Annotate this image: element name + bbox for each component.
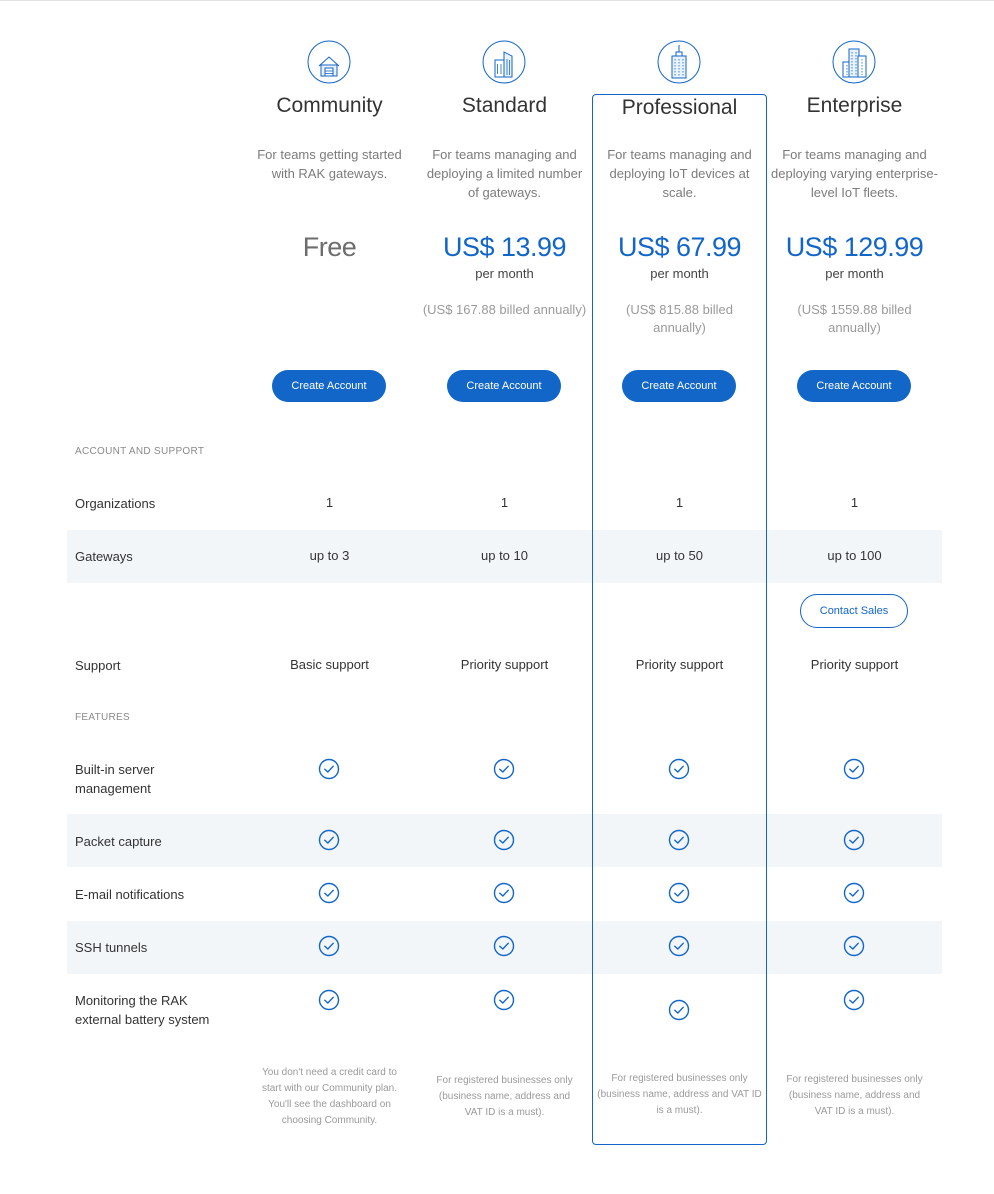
row-label-gateways: Gateways (75, 549, 133, 564)
office-building-icon (482, 40, 526, 84)
check-circle-icon (493, 829, 515, 851)
gateways-value: up to 10 (481, 548, 528, 563)
plan-name-enterprise: Enterprise (806, 94, 903, 117)
plan-footnote-professional: For registered businesses only (business name, address and VAT ID is a must). (597, 1073, 762, 1116)
plan-billed-standard: (US$ 167.88 billed annually) (422, 302, 587, 317)
create-account-button-standard[interactable]: Create Account (447, 370, 561, 402)
create-account-button-enterprise[interactable]: Create Account (797, 370, 911, 402)
support-value: Basic support (290, 657, 369, 672)
feature-label: Packet capture (75, 834, 162, 849)
plan-name-community: Community (276, 94, 383, 117)
plan-footnote-community: You don't need a credit card to start with our Community plan. You'll see the dashboard on choosing Community. (261, 1067, 398, 1126)
plan-period-professional: per month (650, 266, 709, 281)
row-label-organizations: Organizations (75, 496, 156, 511)
check-circle-icon (493, 758, 515, 780)
plan-price-standard: US$ 13.99 (442, 232, 567, 262)
check-circle-icon (318, 935, 340, 957)
plan-description-community: For teams getting started with RAK gateways. (257, 147, 402, 181)
support-value: Priority support (810, 657, 899, 672)
check-circle-icon (493, 935, 515, 957)
check-circle-icon (668, 758, 690, 780)
organizations-value: 1 (500, 495, 509, 510)
top-divider (0, 0, 994, 1)
check-circle-icon (493, 989, 515, 1011)
gateways-value: up to 100 (827, 548, 882, 563)
check-circle-icon (668, 882, 690, 904)
plan-name-standard: Standard (461, 94, 548, 117)
check-circle-icon (843, 829, 865, 851)
check-circle-icon (318, 829, 340, 851)
feature-label: Built-in server management (75, 762, 155, 796)
plan-billed-enterprise: (US$ 1559.88 billed annually) (797, 302, 912, 335)
check-circle-icon (318, 989, 340, 1011)
check-circle-icon (843, 989, 865, 1011)
gateways-value: up to 50 (656, 548, 703, 563)
plan-name-professional: Professional (621, 96, 738, 119)
check-circle-icon (843, 935, 865, 957)
plan-billed-professional: (US$ 815.88 billed annually) (626, 302, 733, 335)
plan-footnote-standard: For registered businesses only (business name, address and VAT ID is a must). (436, 1075, 573, 1118)
section-label-features: FEATURES (75, 712, 130, 723)
feature-label: E-mail notifications (75, 887, 185, 902)
check-circle-icon (668, 999, 690, 1021)
feature-label: SSH tunnels (75, 940, 148, 955)
plan-price-enterprise: US$ 129.99 (785, 232, 924, 262)
create-account-button-community[interactable]: Create Account (272, 370, 386, 402)
skyscraper-icon (657, 40, 701, 84)
plan-description-professional: For teams managing and deploying IoT devices at scale. (607, 147, 752, 200)
check-circle-icon (493, 882, 515, 904)
city-buildings-icon (832, 40, 876, 84)
organizations-value: 1 (850, 495, 859, 510)
organizations-value: 1 (325, 495, 334, 510)
plan-description-standard: For teams managing and deploying a limited number of gateways. (426, 147, 583, 200)
check-circle-icon (843, 758, 865, 780)
check-circle-icon (668, 935, 690, 957)
gateways-value: up to 3 (309, 548, 350, 563)
plan-period-standard: per month (475, 266, 534, 281)
contact-sales-button[interactable]: Contact Sales (800, 594, 908, 628)
row-label-support: Support (75, 658, 121, 673)
plan-price-community: Free (302, 232, 357, 262)
feature-label: Monitoring the RAK external battery system (75, 993, 210, 1027)
plan-footnote-enterprise: For registered businesses only (business name, address and VAT ID is a must). (786, 1074, 923, 1117)
create-account-button-professional[interactable]: Create Account (622, 370, 736, 402)
check-circle-icon (318, 882, 340, 904)
check-circle-icon (318, 758, 340, 780)
check-circle-icon (843, 882, 865, 904)
house-icon (307, 40, 351, 84)
support-value: Priority support (460, 657, 549, 672)
plan-description-enterprise: For teams managing and deploying varying enterprise-level IoT fleets. (771, 147, 938, 200)
plan-price-professional: US$ 67.99 (617, 232, 742, 262)
check-circle-icon (668, 829, 690, 851)
section-label-account-support: ACCOUNT AND SUPPORT (75, 446, 205, 457)
organizations-value: 1 (675, 495, 684, 510)
plan-period-enterprise: per month (825, 266, 884, 281)
support-value: Priority support (635, 657, 724, 672)
